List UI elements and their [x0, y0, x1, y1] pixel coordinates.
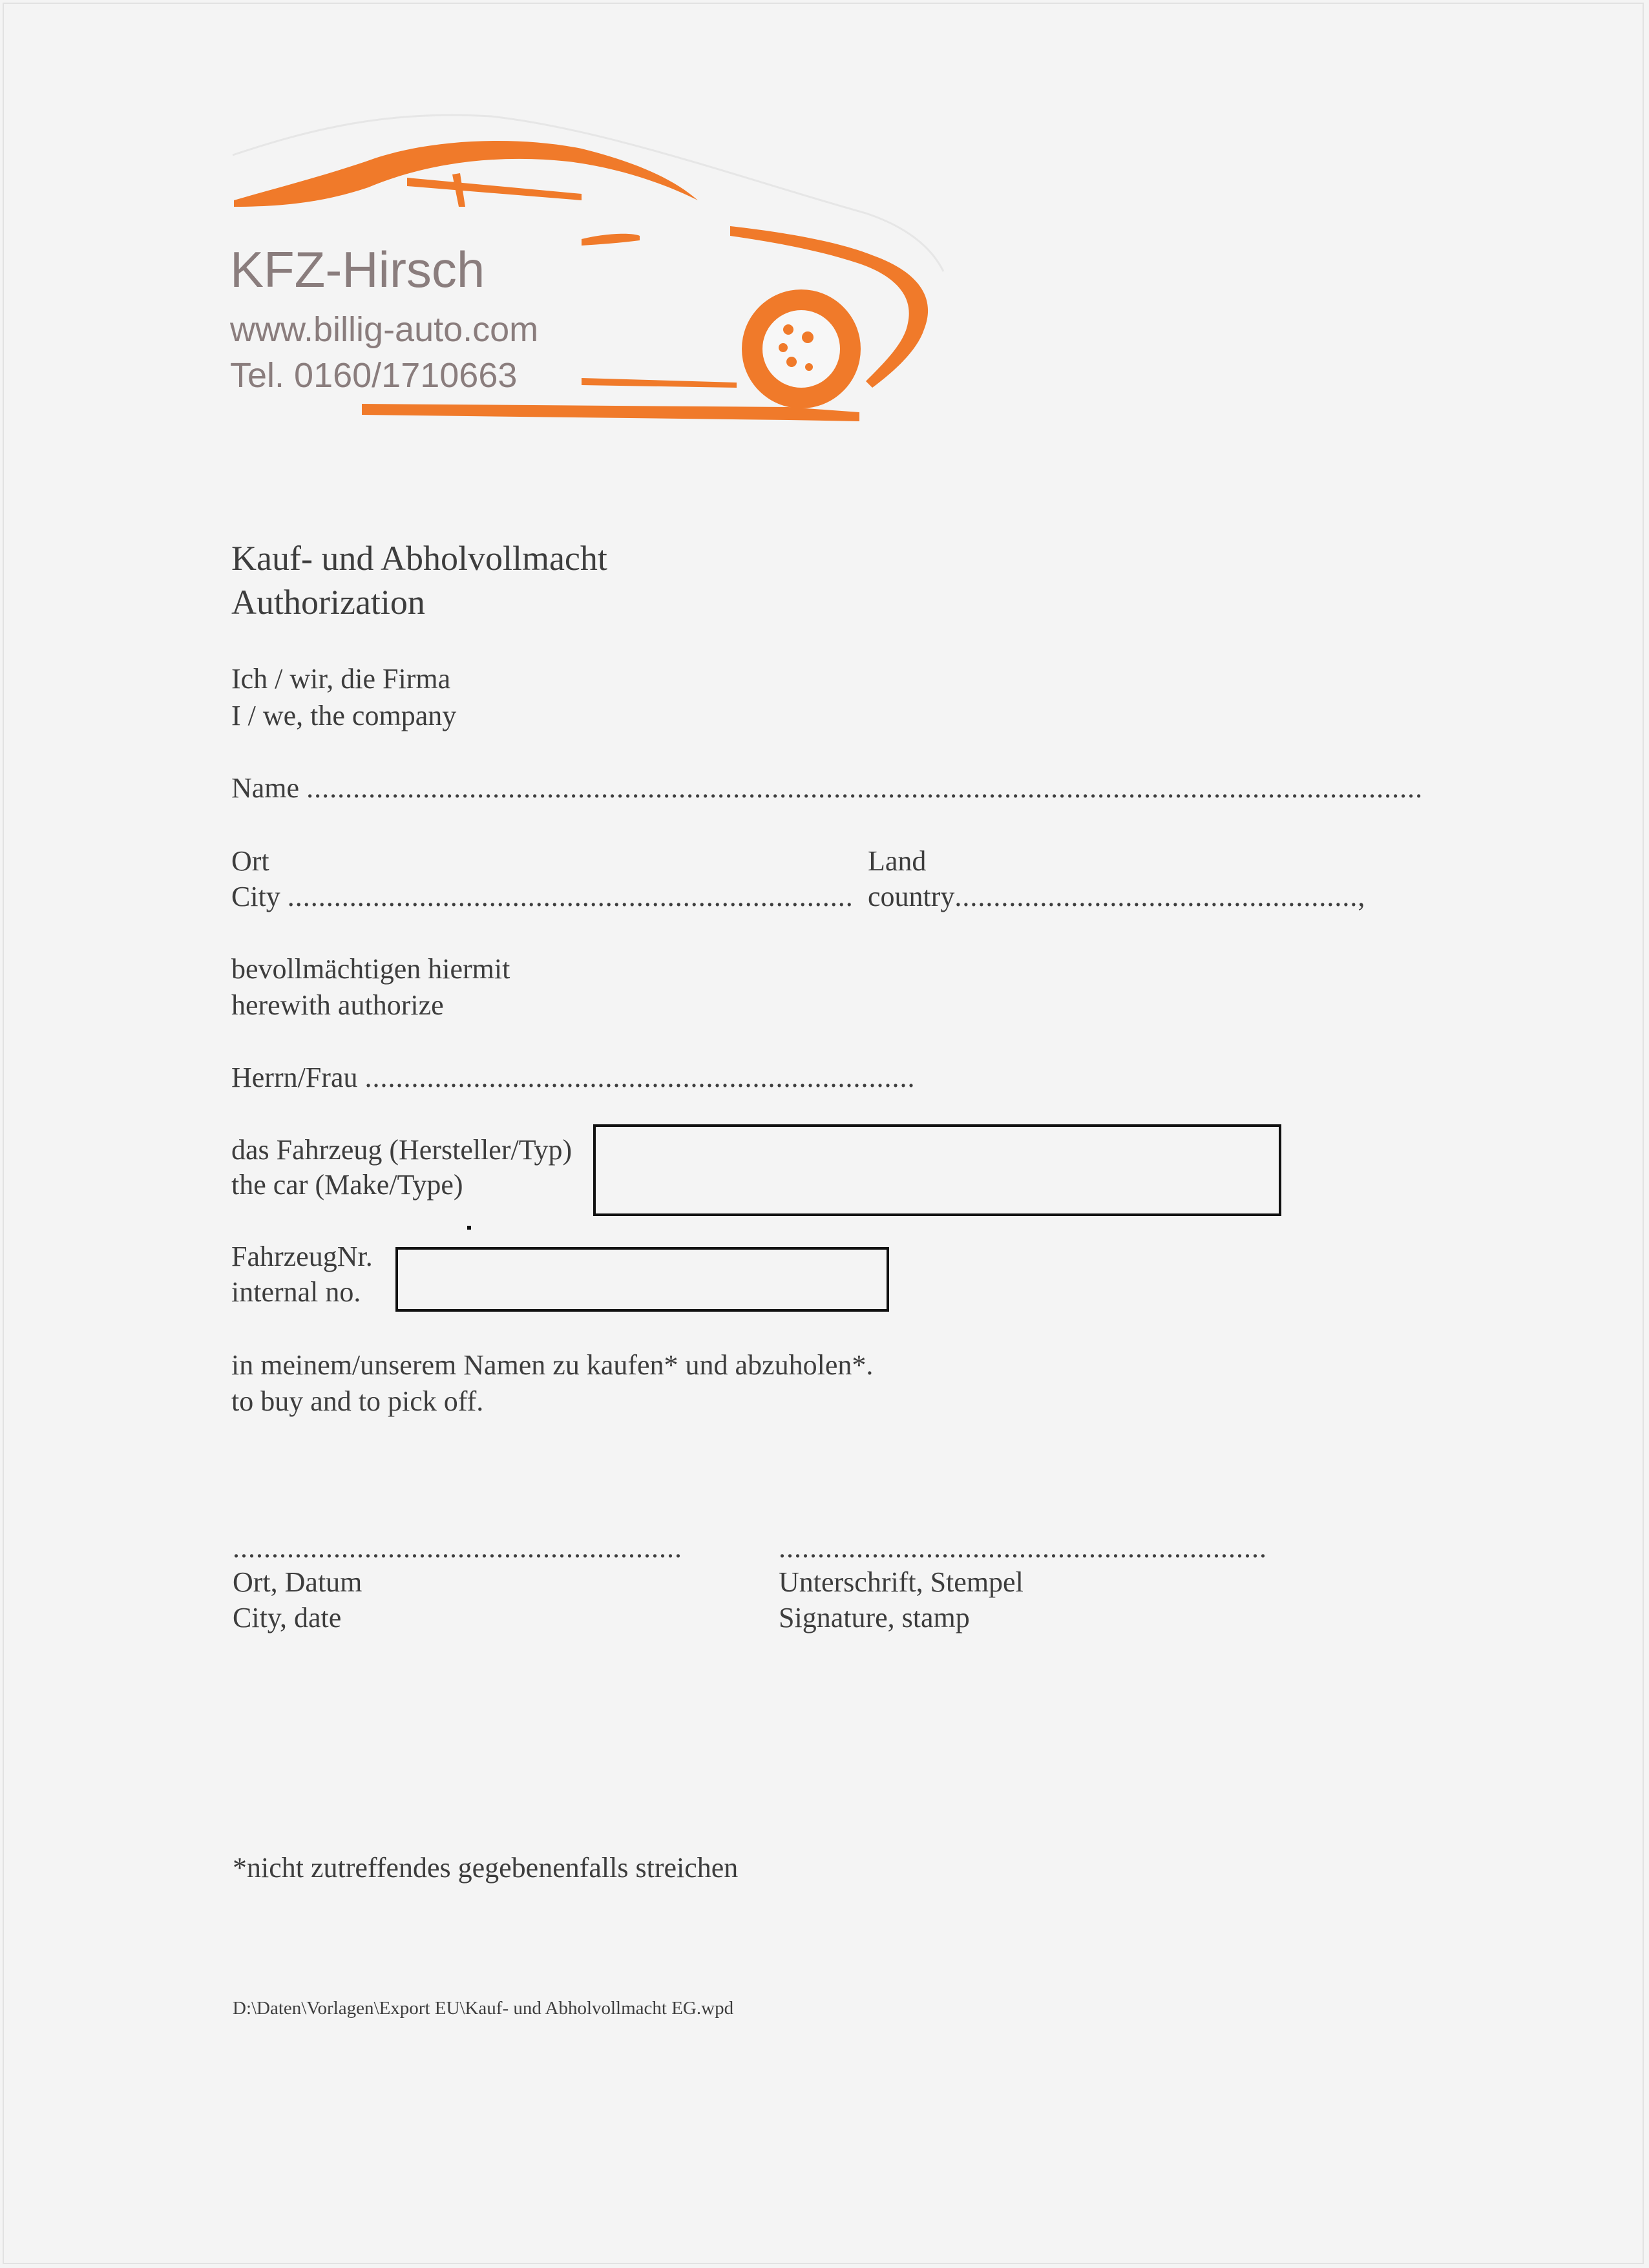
ink-dot: [467, 1226, 471, 1230]
person-dotted-line: .......................................................................: [364, 1062, 916, 1093]
authorize-en: herewith authorize: [231, 989, 444, 1021]
name-label: Name: [231, 772, 300, 804]
person-field: [231, 1060, 916, 1096]
vehicle-label-de: das Fahrzeug (Hersteller/Typ): [231, 1134, 572, 1166]
vehicle-number-label-en: internal no.: [231, 1276, 361, 1308]
country-dotted-line: ....................................................,: [954, 881, 1366, 912]
name-field: [231, 770, 1423, 806]
company-label-en: I / we, the company: [231, 700, 457, 731]
company-label-de: Ich / wir, die Firma: [231, 663, 451, 695]
city-field: [231, 879, 854, 915]
land-label: Land: [868, 845, 927, 877]
purpose-de: in meinem/unserem Namen zu kaufen* und abzuholen*.: [231, 1349, 874, 1381]
purpose-en: to buy and to pick off.: [231, 1385, 484, 1417]
ort-label: Ort: [231, 845, 269, 877]
date-dotted-line: ..........................................................: [233, 1532, 682, 1564]
country-field: [868, 879, 1365, 915]
footnote: *nicht zutreffendes gegebenenfalls streichen: [233, 1852, 739, 1884]
vehicle-input-box[interactable]: [593, 1124, 1281, 1216]
vehicle-number-input-box[interactable]: [395, 1247, 889, 1312]
signature-label-en: Signature, stamp: [779, 1602, 970, 1633]
name-dotted-line: ................................................................................................................................................: [306, 772, 1423, 804]
city-label: City: [231, 881, 280, 912]
authorize-de: bevollmächtigen hiermit: [231, 953, 510, 985]
vehicle-label-en: the car (Make/Type): [231, 1169, 463, 1201]
vehicle-number-label-de: FahrzeugNr.: [231, 1241, 373, 1272]
document-title-en: Authorization: [231, 583, 425, 622]
logo-website: www.billig-auto.com: [230, 310, 539, 349]
document-title-de: Kauf- und Abholvollmacht: [231, 539, 607, 578]
country-label: country: [868, 881, 955, 912]
signature-dotted-line: ...............................................................: [779, 1532, 1267, 1564]
signature-label-de: Unterschrift, Stempel: [779, 1566, 1024, 1598]
city-dotted-line: .........................................................................: [287, 881, 854, 912]
logo-phone: Tel. 0160/1710663: [230, 356, 518, 395]
date-label-de: Ort, Datum: [233, 1566, 362, 1598]
date-label-en: City, date: [233, 1602, 342, 1633]
logo-company-name: KFZ-Hirsch: [230, 241, 485, 298]
file-path: D:\Daten\Vorlagen\Export EU\Kauf- und Abholvollmacht EG.wpd: [233, 1998, 734, 2019]
person-label: Herrn/Frau: [231, 1062, 358, 1093]
